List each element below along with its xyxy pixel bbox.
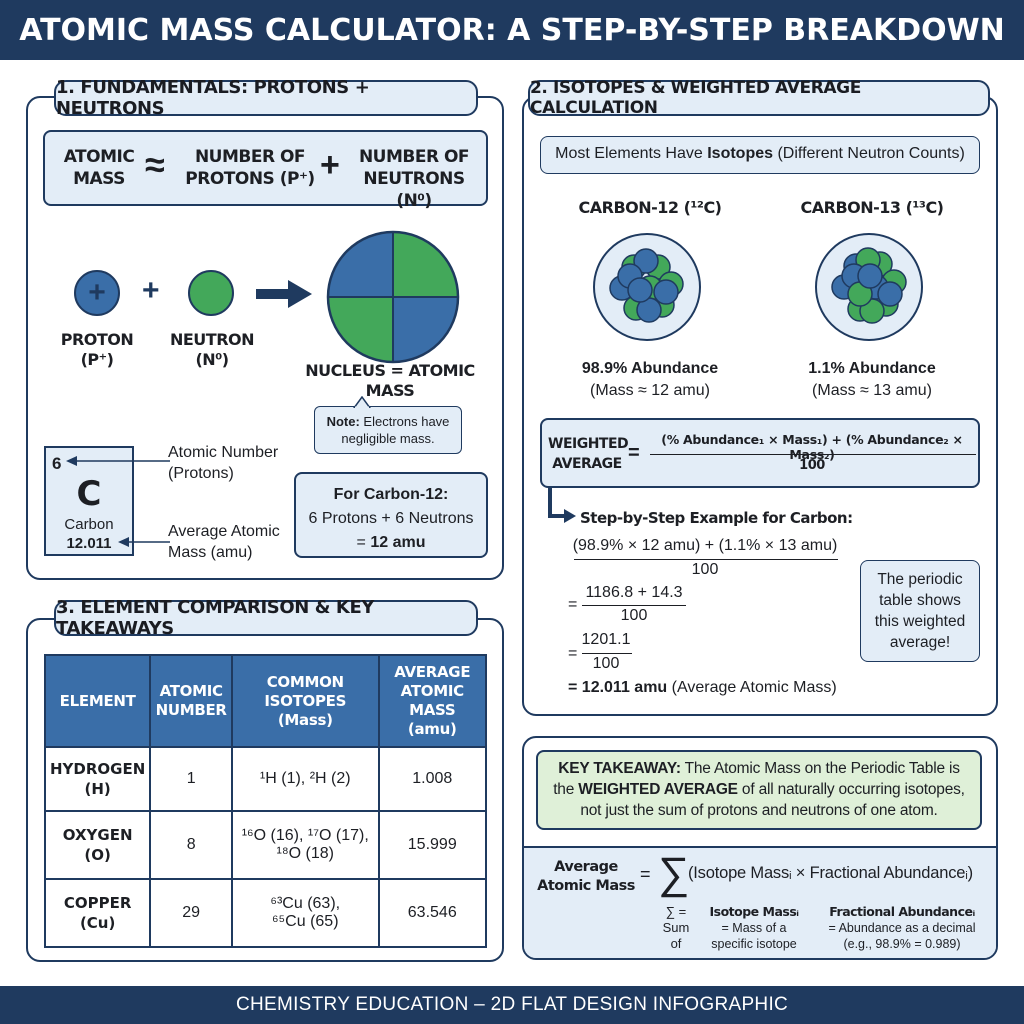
avg-mass-formula-area: [524, 846, 996, 958]
down-right-arrow: [542, 488, 578, 524]
carbon13-name: CARBON-13 (¹³C): [800, 198, 944, 217]
atomic-mass-equation: [43, 130, 488, 211]
step3-numerator: 1201.1: [581, 631, 631, 648]
page-header: [0, 0, 1024, 60]
calculation-result: = 12.011 amu (Average Atomic Mass): [568, 679, 837, 696]
atomic-number-label: Atomic Number (Protons): [168, 444, 279, 482]
equation-protons: NUMBER OF PROTONS (P⁺): [185, 147, 315, 189]
table-row: OXYGEN (O) 8 ¹⁶O (16), ¹⁷O (17), ¹⁸O (18) 15.999: [45, 811, 486, 879]
fundamentals-title: 1. FUNDAMENTALS: PROTONS + NEUTRONS: [54, 80, 478, 116]
step3-fraction-line: [582, 653, 632, 654]
example-title: Step-by-Step Example for Carbon:: [580, 509, 853, 527]
table-row: HYDROGEN (H) 1 ¹H (1), ²H (2) 1.008: [45, 747, 486, 811]
header-element: ELEMENT: [45, 655, 150, 747]
legend-fractional-abundance: Fractional Abundanceᵢ = Abundance as a decimal (e.g., 98.9% = 0.989): [828, 904, 976, 951]
page-title: ATOMIC MASS CALCULATOR: A STEP-BY-STEP BREAKDOWN: [19, 12, 1005, 48]
key-takeaway-box: KEY TAKEAWAY: The Atomic Mass on the Periodic Table is the WEIGHTED AVERAGE of all naturally occurring isotopes, not just the sum of protons and neutrons of one atom.: [536, 750, 982, 830]
neutron-icon: [188, 270, 234, 316]
legend-isotope-mass: Isotope Massᵢ = Mass of a specific isotope: [709, 904, 799, 951]
tile-atomic-number: 6: [52, 454, 62, 473]
comparison-title: 3. ELEMENT COMPARISON & KEY TAKEAWAYS: [54, 600, 478, 636]
sigma-icon: ∑: [658, 849, 690, 898]
formula-fraction-line: [650, 454, 976, 455]
equation-neutrons: NUMBER OF NEUTRONS (N⁰): [358, 147, 470, 211]
footer-text: CHEMISTRY EDUCATION – 2D FLAT DESIGN INFOGRAPHIC: [235, 994, 789, 1015]
formula-numerator: (% Abundance₁ × Mass₁) + (% Abundance₂ × Mass₂): [661, 432, 963, 462]
step1-fraction-line: [574, 559, 838, 560]
periodic-table-note: The periodic table shows this weighted average!: [860, 560, 980, 662]
plus-sign: +: [320, 146, 340, 184]
step2-fraction-line: [582, 605, 686, 606]
step2-equals: =: [568, 596, 578, 613]
step1-denominator: 100: [691, 561, 719, 578]
nucleus-icon: [326, 230, 460, 364]
step3-equals: =: [568, 645, 578, 662]
note-pointer: [352, 396, 372, 408]
page-footer: [0, 986, 1024, 1024]
formula-equals: =: [628, 442, 640, 464]
tile-name: Carbon: [64, 516, 114, 533]
header-atomic-number: ATOMIC NUMBER: [150, 655, 232, 747]
nucleus-label: NUCLEUS = ATOMIC MASS: [305, 361, 475, 400]
tile-mass: 12.011: [66, 535, 112, 552]
equation-lhs: ATOMIC MASS: [63, 147, 135, 189]
isotopes-title: 2. ISOTOPES & WEIGHTED AVERAGE CALCULATION: [528, 80, 990, 116]
carbon13-abundance: 1.1% Abundance (Mass ≈ 13 amu): [808, 360, 936, 399]
carbon13-nucleus-icon: [814, 232, 924, 342]
plus-icon: +: [142, 274, 160, 307]
avg-formula-equals: =: [640, 864, 651, 884]
step1-numerator: (98.9% × 12 amu) + (1.1% × 13 amu): [572, 537, 838, 554]
step2-denominator: 100: [620, 607, 648, 624]
neutron-label: NEUTRON (N⁰): [169, 330, 255, 369]
step3-denominator: 100: [592, 655, 620, 672]
atomic-number-arrow: [66, 454, 170, 468]
tile-symbol: C: [76, 474, 102, 514]
carbon12-nucleus-icon: [592, 232, 702, 342]
header-isotopes: COMMON ISOTOPES (Mass): [232, 655, 379, 747]
weighted-average-formula: [540, 418, 980, 488]
proton-label: PROTON (P⁺): [60, 330, 134, 369]
approx-sign: ≈: [145, 144, 165, 185]
arrow-right-icon: [256, 280, 312, 308]
header-avg-mass: AVERAGE ATOMIC MASS (amu): [379, 655, 487, 747]
avg-formula-lhs: Average Atomic Mass: [537, 859, 635, 894]
avg-mass-arrow: [118, 535, 170, 549]
element-comparison-table: [44, 654, 487, 946]
carbon12-name: CARBON-12 (¹²C): [578, 198, 722, 217]
table-row: COPPER (Cu) 29 ⁶³Cu (63), ⁶⁵Cu (65) 63.546: [45, 879, 486, 947]
step2-numerator: 1186.8 + 14.3: [585, 584, 683, 601]
isotopes-intro: Most Elements Have Isotopes (Different Neutron Counts): [540, 136, 980, 174]
carbon12-abundance: 98.9% Abundance (Mass ≈ 12 amu): [581, 360, 719, 399]
proton-icon: +: [74, 270, 120, 316]
formula-denominator: 100: [799, 458, 825, 473]
carbon12-box: For Carbon-12: 6 Protons + 6 Neutrons = 12 amu: [294, 472, 488, 558]
formula-lhs: WEIGHTED AVERAGE: [548, 436, 629, 472]
electron-note: Note: Electrons have negligible mass.: [314, 406, 462, 454]
avg-mass-label: Average Atomic Mass (amu): [168, 523, 280, 561]
avg-formula-rhs: (Isotope Massᵢ × Fractional Abundanceᵢ): [688, 864, 973, 882]
legend-sigma: ∑ = Sum of: [662, 904, 690, 951]
